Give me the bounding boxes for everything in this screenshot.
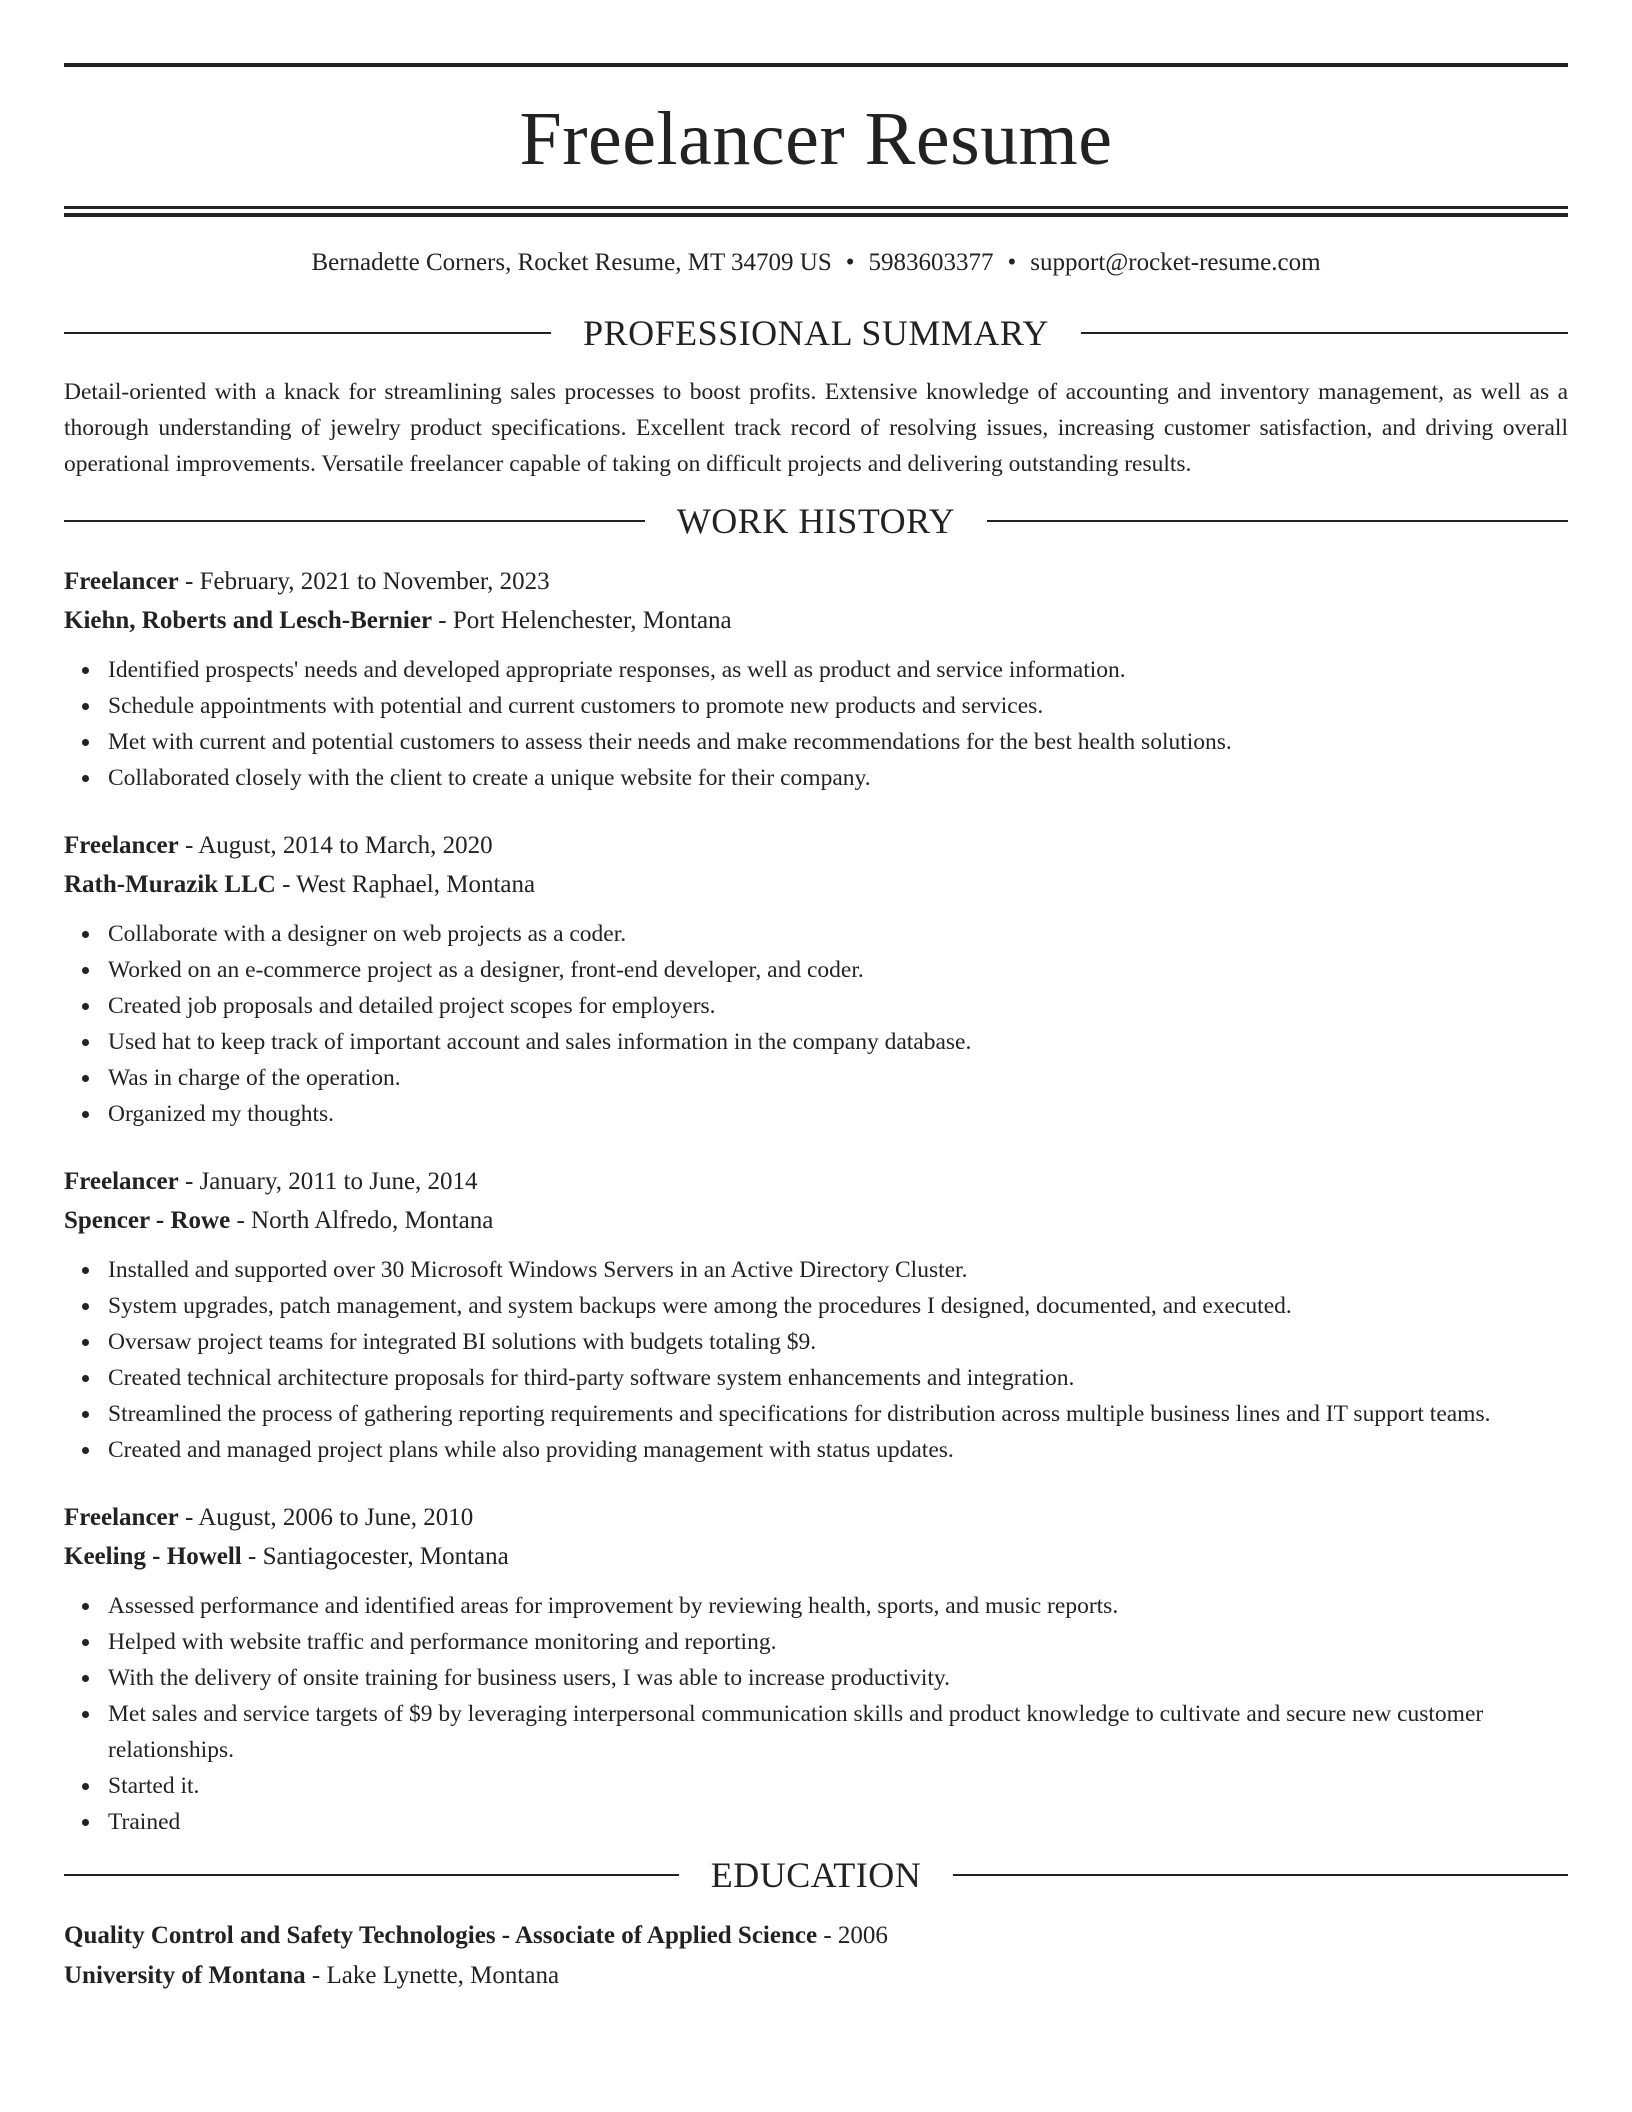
job-company: Spencer - Rowe — [64, 1207, 231, 1234]
job-location: - Santiagocester, Montana — [241, 1543, 509, 1570]
bullet-item: Worked on an e-commerce project as a designer, front-end developer, and coder. — [108, 952, 1568, 988]
bullet-item: Used hat to keep track of important account and sales information in the company database. — [108, 1024, 1568, 1060]
job-company: Rath-Murazik LLC — [64, 871, 276, 898]
job-entry — [64, 826, 1568, 1132]
bullet-item: Helped with website traffic and performance monitoring and reporting. — [108, 1624, 1568, 1660]
page-title: Freelancer Resume — [519, 97, 1113, 181]
job-dates: - January, 2011 to June, 2014 — [178, 1168, 478, 1195]
education-degree: Quality Control and Safety Technologies - Associate of Applied Science — [64, 1922, 818, 1949]
bullet-item: Created technical architecture proposals for third-party software system enhancements and integration. — [108, 1360, 1568, 1396]
bullet-item: Schedule appointments with potential and current customers to promote new products and services. — [108, 688, 1568, 724]
job-company-line — [64, 601, 1568, 640]
job-company-line — [64, 865, 1568, 904]
education-school-line — [64, 1956, 1568, 1996]
contact-line — [64, 245, 1568, 280]
job-title-line — [64, 826, 1568, 865]
job-company-line — [64, 1201, 1568, 1240]
heading-rule-right — [987, 520, 1568, 522]
job-title-line — [64, 1498, 1568, 1537]
job-entry — [64, 1498, 1568, 1840]
heading-rule-right — [1081, 332, 1568, 334]
work-history-heading-label: WORK HISTORY — [676, 501, 956, 541]
bullet-item: Trained — [108, 1804, 1568, 1840]
education-heading-label: EDUCATION — [710, 1855, 922, 1895]
job-company: Kiehn, Roberts and Lesch-Bernier — [64, 607, 433, 634]
job-company-line — [64, 1537, 1568, 1576]
education-degree-line — [64, 1916, 1568, 1956]
summary-text: Detail-oriented with a knack for streamlining sales processes to boost profits. Extensive knowledge of accounting and inventory management, as well as a thorough understanding of jewelry product specifications. Excellent track record of resolving issues, increasing customer satisfaction, and driving overall operational improvements. Versatile freelancer capable of taking on difficult projects and delivering outstanding results. — [64, 379, 1568, 477]
job-title-line — [64, 1162, 1568, 1201]
bullet-item: Met with current and potential customers to assess their needs and make recommendations for the best health solutions. — [108, 724, 1568, 760]
bullet-item: System upgrades, patch management, and system backups were among the procedures I designed, documented, and executed. — [108, 1288, 1568, 1324]
job-dates: - February, 2021 to November, 2023 — [178, 568, 550, 595]
job-location: - West Raphael, Montana — [275, 871, 536, 898]
title-double-rule — [64, 206, 1568, 217]
bullet-item: Assessed performance and identified areas for improvement by reviewing health, sports, and music reports. — [108, 1588, 1568, 1624]
education-school: University of Montana — [64, 1962, 306, 1989]
bullet-item: Created and managed project plans while also providing management with status updates. — [108, 1432, 1568, 1468]
contact-address: Bernadette Corners, Rocket Resume, MT 34709 US — [311, 249, 832, 276]
bullet-item: Started it. — [108, 1768, 1568, 1804]
bullet-item: Identified prospects' needs and developed appropriate responses, as well as product and service information. — [108, 652, 1568, 688]
heading-rule-left — [64, 520, 645, 522]
bullet-item: Streamlined the process of gathering reporting requirements and specifications for distribution across multiple business lines and IT support teams. — [108, 1396, 1568, 1432]
heading-rule-left — [64, 332, 551, 334]
job-dates: - August, 2006 to June, 2010 — [178, 1504, 474, 1531]
bullet-item: Collaborated closely with the client to create a unique website for their company. — [108, 760, 1568, 796]
heading-rule-right — [953, 1874, 1568, 1876]
job-title: Freelancer — [64, 1504, 179, 1531]
job-bullets — [64, 1252, 1568, 1468]
job-location: - North Alfredo, Montana — [230, 1207, 494, 1234]
job-dates: - August, 2014 to March, 2020 — [178, 832, 493, 859]
job-title: Freelancer — [64, 832, 179, 859]
bullet-item: Collaborate with a designer on web projects as a coder. — [108, 916, 1568, 952]
education-entry — [64, 1916, 1568, 1996]
heading-rule-left — [64, 1874, 679, 1876]
bullet-item: Organized my thoughts. — [108, 1096, 1568, 1132]
bullet-item: Was in charge of the operation. — [108, 1060, 1568, 1096]
job-bullets — [64, 1588, 1568, 1840]
bullet-item: Installed and supported over 30 Microsoft Windows Servers in an Active Directory Cluster. — [108, 1252, 1568, 1288]
bullet-item: Met sales and service targets of $9 by leveraging interpersonal communication skills and product knowledge to cultivate and secure new customer relationships. — [108, 1696, 1568, 1768]
contact-email: support@rocket-resume.com — [1030, 249, 1321, 276]
bullet-item: Created job proposals and detailed project scopes for employers. — [108, 988, 1568, 1024]
contact-separator: • — [1007, 249, 1017, 276]
job-title: Freelancer — [64, 568, 179, 595]
job-company: Keeling - Howell — [64, 1543, 242, 1570]
job-location: - Port Helenchester, Montana — [432, 607, 732, 634]
job-bullets — [64, 652, 1568, 796]
education-year: - 2006 — [817, 1922, 888, 1949]
job-entry — [64, 1162, 1568, 1468]
education-heading — [64, 1854, 1568, 1896]
bullet-item: With the delivery of onsite training for business users, I was able to increase productivity. — [108, 1660, 1568, 1696]
job-title-line — [64, 562, 1568, 601]
job-entry — [64, 562, 1568, 796]
job-bullets — [64, 916, 1568, 1132]
education-location: - Lake Lynette, Montana — [305, 1962, 560, 1989]
bullet-item: Oversaw project teams for integrated BI solutions with budgets totaling $9. — [108, 1324, 1568, 1360]
work-history-heading — [64, 500, 1568, 542]
job-title: Freelancer — [64, 1168, 179, 1195]
contact-phone: 5983603377 — [868, 249, 994, 276]
contact-separator: • — [845, 249, 855, 276]
summary-heading — [64, 312, 1568, 354]
top-rule — [64, 63, 1568, 67]
summary-heading-label: PROFESSIONAL SUMMARY — [583, 313, 1049, 353]
